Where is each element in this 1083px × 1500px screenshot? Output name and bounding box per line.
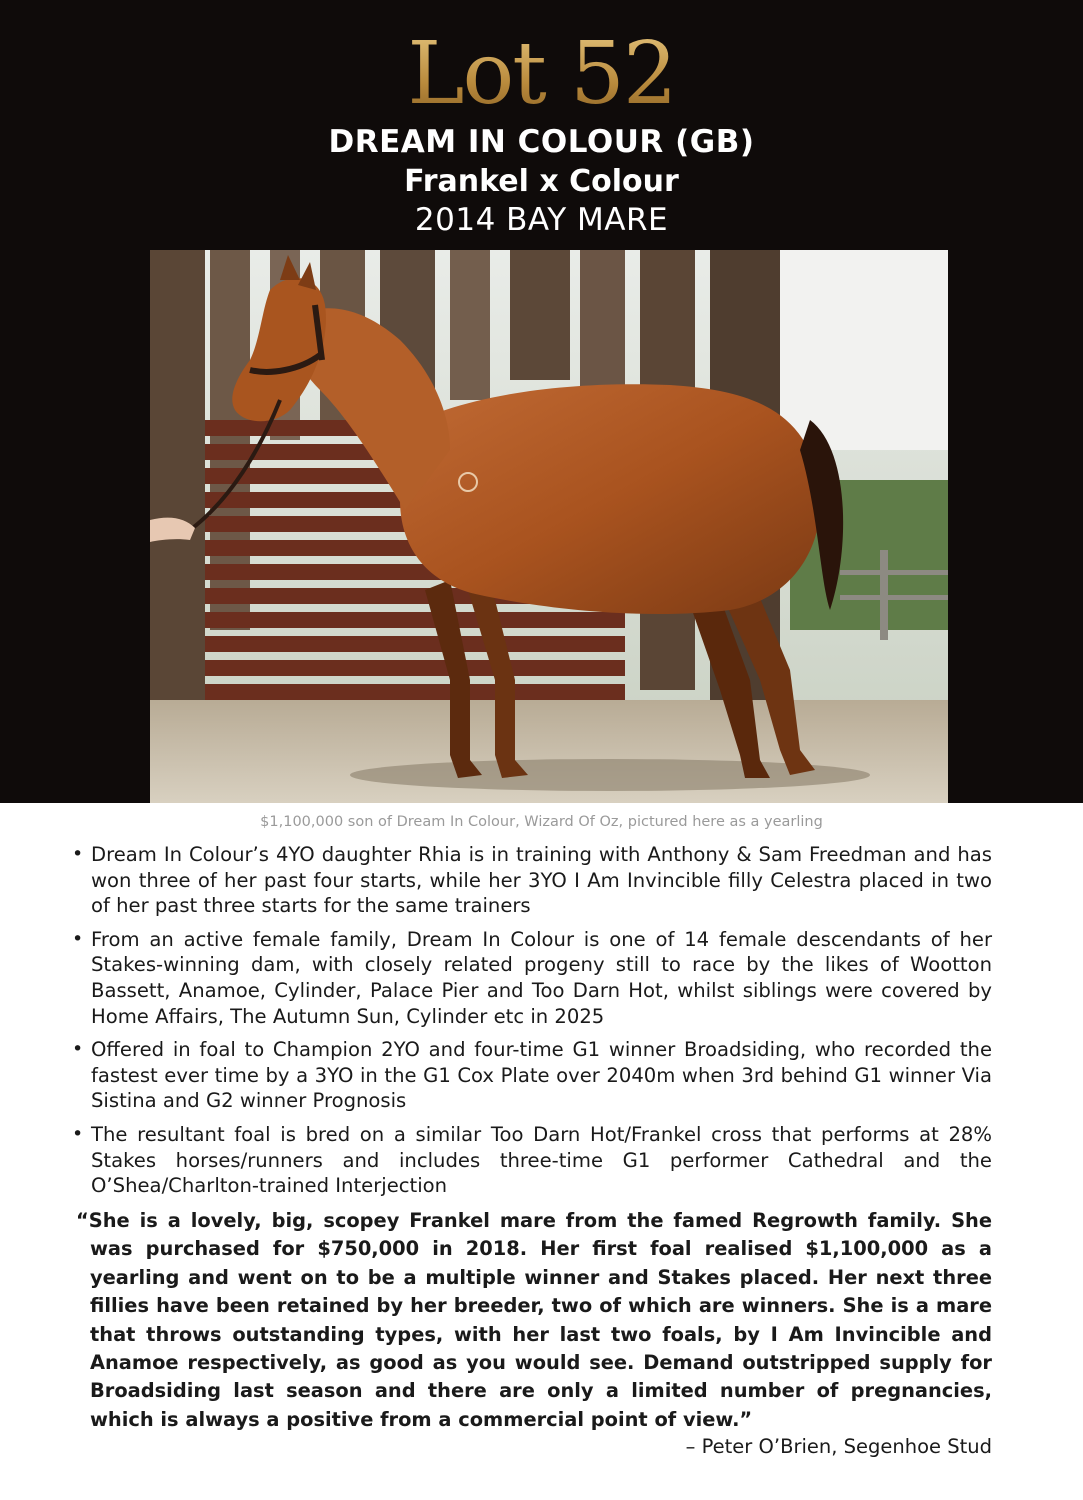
- bullet-icon: •: [72, 1122, 84, 1145]
- list-item-text: Offered in foal to Champion 2YO and four-time G1 winner Broadsiding, who recorded the fastest ever time by a 3YO in the G1 Cox Plate over 2040m when 3rd behind G1 winner Via Sistina and G2 winner Prognosis: [91, 1038, 992, 1113]
- list-item-text: The resultant foal is bred on a similar Too Darn Hot/Frankel cross that performs at 28% Stakes horses/runners and includes three-time G1 performer Cathedral and the O’Shea/Charlton-trained Interjection: [91, 1122, 992, 1198]
- bullet-icon: •: [72, 843, 84, 865]
- horse-photo: [150, 250, 948, 803]
- pedigree: Frankel x Colour: [404, 164, 679, 199]
- highlights-list: [72, 842, 992, 1207]
- photo-caption: $1,100,000 son of Dream In Colour, Wizard Of Oz, pictured here as a yearling: [260, 814, 823, 830]
- horse-photo-illustration: [150, 250, 948, 803]
- year-description: 2014 BAY MARE: [414, 202, 669, 238]
- bullet-icon: •: [72, 1038, 84, 1061]
- list-item-text: Dream In Colour’s 4YO daughter Rhia is in training with Anthony & Sam Freedman and has won three of her past four starts, while her 3YO I Am Invincible filly Celestra placed in two of her past three starts for the same trainers: [91, 843, 992, 918]
- testimonial-quote: “She is a lovely, big, scopey Frankel mare from the famed Regrowth family. She was purchased for $750,000 in 2018. Her first foal realised $1,100,000 as a yearling and went on to be a multiple winner and Stakes placed. Her next three fillies have been retained by her breeder, two of which are winners. She is a mare that throws outstanding types, with her last two foals, by I Am Invincible and Anamoe respectively, as good as you would see. Demand outstripped supply for Broadsiding last season and there are only a limited number of pregnancies, which is always a positive from a commercial point of view.”: [76, 1209, 992, 1431]
- bullet-icon: •: [72, 927, 84, 950]
- horse-name: DREAM IN COLOUR (GB): [328, 124, 755, 160]
- list-item: [72, 1122, 992, 1199]
- list-item: [72, 927, 992, 1029]
- quote-attribution: – Peter O’Brien, Segenhoe Stud: [685, 1435, 992, 1458]
- list-item-text: From an active female family, Dream In Colour is one of 14 female descendants of her Stakes-winning dam, with closely related progeny still to race by the likes of Wootton Bassett, Anamoe, Cylinder, Palace Pier and Too Darn Hot, whilst siblings were covered by Home Affairs, The Autumn Sun, Cylinder etc in 2025: [91, 927, 992, 1028]
- list-item: [72, 1037, 992, 1114]
- list-item: [72, 842, 992, 919]
- lot-number: Lot 52: [0, 28, 1083, 120]
